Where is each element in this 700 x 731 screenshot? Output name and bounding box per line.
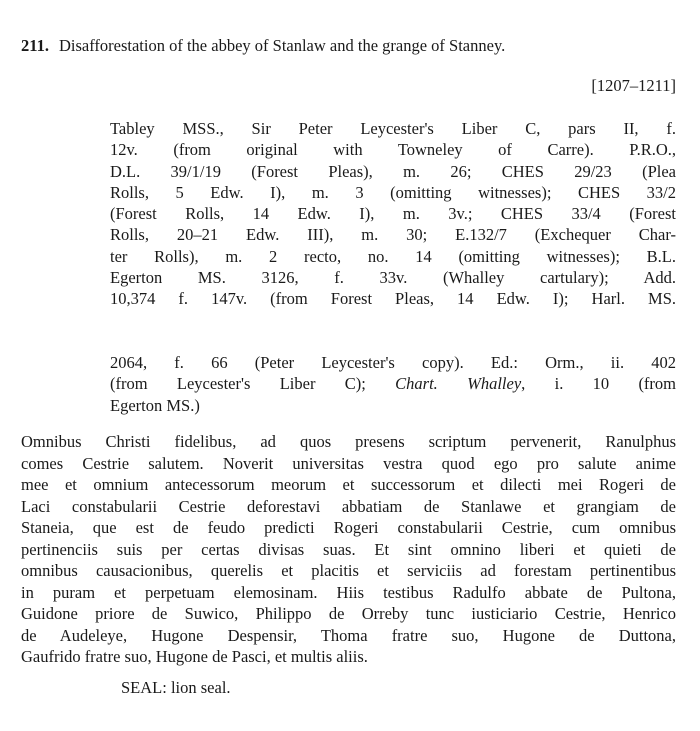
charter-line: pertinenciis suis per certas divisas suas. Et sint omnino liberi et quieti de: [21, 539, 676, 559]
charter-title: Disafforestation of the abbey of Stanlaw and the grange of Stanney.: [58, 36, 506, 55]
charter-line: Staneia, que est de feudo predicti Rogeri constabularii Cestrie, cum omnibus: [21, 518, 676, 537]
charter-line: Laci constabularii Cestrie deforestavi abbatiam de Stanlawe et grangiam de: [21, 496, 676, 516]
charter-line: Omnibus Christi fidelibus, ad quos presens scriptum pervenerit, Ranulphus: [21, 432, 676, 451]
source-line: Rolls, 5 Edw. I), m. 3 (omitting witnesses); CHES 33/2: [110, 182, 676, 202]
charter-line: omnibus causacionibus, querelis et placitis et serviciis ad forestam pertinentibus: [21, 561, 676, 580]
source-line: 2064, f. 66 (Peter Leycester's copy). Ed.: Orm., ii. 402: [110, 353, 676, 372]
charter-heading: [21, 36, 505, 56]
source-line: (Forest Rolls, 14 Edw. I), m. 3v.; CHES 33/4 (Forest: [110, 204, 676, 224]
charter-number: 211.: [21, 36, 49, 55]
source-text: , i. 10 (from: [521, 374, 677, 394]
source-line: Tabley MSS., Sir Peter Leycester's Liber C, pars II, f.: [110, 119, 676, 138]
source-line: Rolls, 20–21 Edw. III), m. 30; E.132/7 (Exchequer Char-: [110, 225, 676, 245]
source-line: ter Rolls), m. 2 recto, no. 14 (omitting witnesses); B.L.: [110, 246, 676, 266]
charter-line: comes Cestrie salutem. Noverit universitas vestra quod ego pro salute anime: [21, 453, 676, 473]
seal-note: SEAL: lion seal.: [121, 678, 231, 697]
charter-line: in puram et perpetuam elemosinam. Hiis testibus Radulfo abbate de Pultona,: [21, 582, 676, 602]
charter-date: [1207–1211]: [591, 76, 676, 95]
source-text: (from Leycester's Liber C);: [110, 374, 396, 394]
charter-line: Gaufrido fratre suo, Hugone de Pasci, et multis aliis.: [21, 647, 368, 666]
sources-block-2: [110, 352, 676, 416]
charter-line: mee et omnium antecessorum meorum et successorum et dilecti mei Rogeri de: [21, 475, 676, 494]
source-line: 10,374 f. 147v. (from Forest Pleas, 14 Edw. I); Harl. MS.: [110, 289, 676, 309]
edition-title-italic: Chart. Whalley: [395, 374, 522, 394]
source-line: D.L. 39/1/19 (Forest Pleas), m. 26; CHES 29/23 (Plea: [110, 161, 676, 181]
source-line: [110, 373, 676, 394]
source-line: 12v. (from original with Towneley of Carre). P.R.O.,: [110, 140, 676, 160]
source-line: Egerton MS.): [110, 395, 200, 415]
sources-block-1: [110, 118, 676, 310]
charter-text: [21, 431, 676, 668]
charter-line: de Audeleye, Hugone Despensir, Thoma fratre suo, Hugone de Duttona,: [21, 625, 676, 645]
charter-line: Guidone priore de Suwico, Philippo de Orreby tunc iusticiario Cestrie, Henrico: [21, 604, 676, 623]
source-line: Egerton MS. 3126, f. 33v. (Whalley cartulary); Add.: [110, 268, 676, 288]
